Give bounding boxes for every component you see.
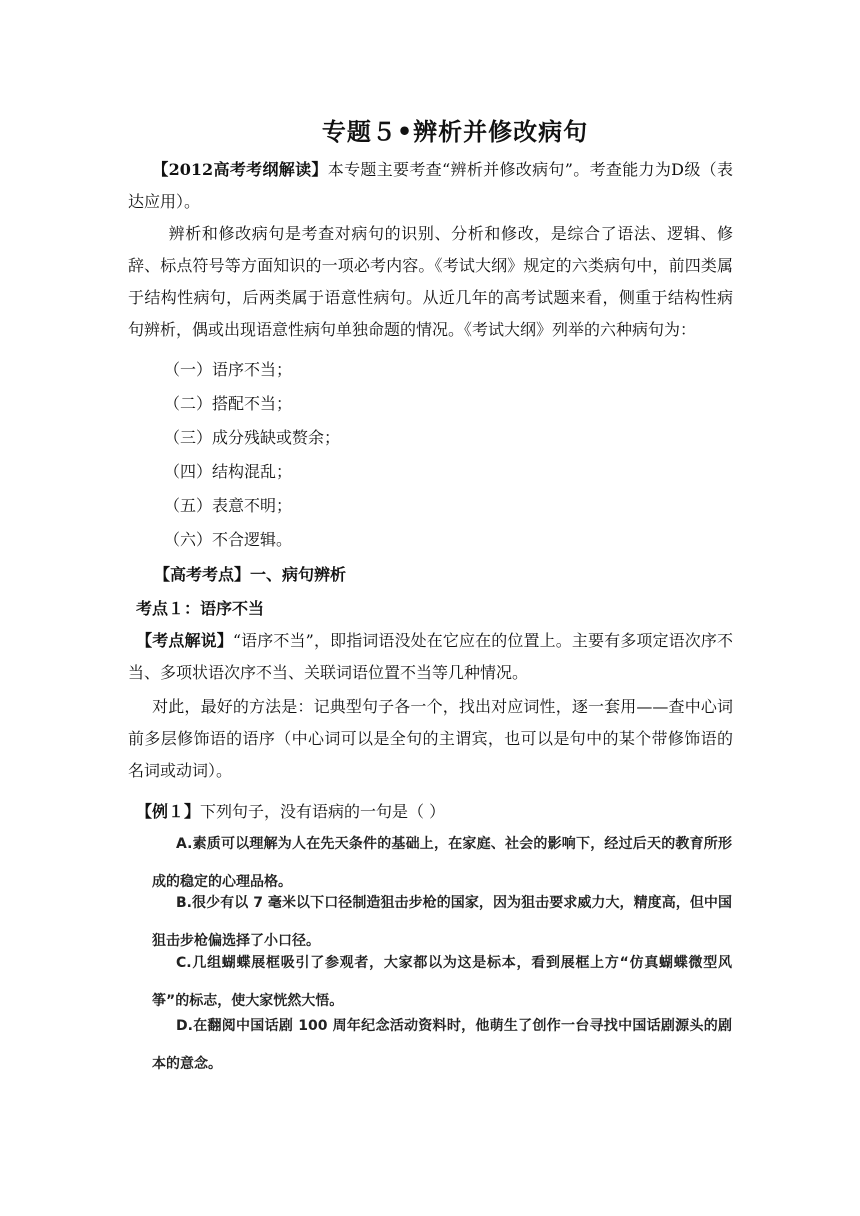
option-a-text: A.素质可以理解为人在先天条件的基础上，在家庭、社会的影响下，经过后天的教育所形成的稳定的心理品格。 [152,836,732,890]
method-text: 对此，最好的方法是：记典型句子各一个，找出对应词性，逐一套用——查中心词前多层修饰语的语序（中心词可以是全句的主谓宾，也可以是句中的某个带修饰语的名词或动词）。 [128,697,733,780]
type-item-4: （四）结构混乱； [164,462,293,481]
section-heading: 【高考考点】一、病句辨析 [154,565,347,584]
intro-paragraph [128,154,733,218]
option-d [152,1007,732,1083]
option-d-text: D.在翻阅中国话剧 100 周年纪念活动资料时，他萌生了创作一台寻找中国话剧源头的剧本的意念。 [152,1018,732,1072]
point-heading: 考点１：语序不当 [136,599,265,618]
example-label: 【例１】 [136,802,201,821]
example-question [128,796,733,828]
type-item-5: （五）表意不明； [164,496,293,515]
type-item-3: （三）成分残缺或赘余； [164,428,341,447]
method-paragraph [128,691,733,787]
option-c-text: C.几组蝴蝶展框吸引了参观者，大家都以为这是标本，看到展框上方“仿真蝴蝶微型风筝”的标志，使大家恍然大悟。 [152,955,732,1009]
point-explain-paragraph [128,625,733,689]
example-question-text: 下列句子，没有语病的一句是（ ） [200,802,446,821]
point-explain-label: 【考点解说】 [136,631,233,650]
type-item-6: （六）不合逻辑。 [164,530,293,549]
point-explain-text: “语序不当”，即指词语没处在它应在的位置上。主要有多项定语次序不当、多项状语次序不当、关联词语位置不当等几种情况。 [128,631,733,682]
type-item-2: （二）搭配不当； [164,394,293,413]
type-item-1: （一）语序不当； [164,360,293,379]
intro-text: 本专题主要考查“辨析并修改病句”。考查能力为D级（表达应用）。 [128,160,733,211]
intro-label: 【2012高考考纲解读】 [152,160,328,179]
option-b-text: B.很少有以 7 毫米以下口径制造狙击步枪的国家，因为狙击要求威力大，精度高，但中国狙击步枪偏选择了小口径。 [152,895,732,949]
page-title: 专题５•辨析并修改病句 [321,117,589,146]
overview-text: 辨析和修改病句是考查对病句的识别、分析和修改，是综合了语法、逻辑、修辞、标点符号等方面知识的一项必考内容。《考试大纲》规定的六类病句中，前四类属于结构性病句，后两类属于语意性病句。从近几年的高考试题来看，侧重于结构性病句辨析，偶或出现语意性病句单独命题的情况。《考试大纲》列举的六种病句为： [128,224,733,339]
overview-paragraph [128,218,733,346]
